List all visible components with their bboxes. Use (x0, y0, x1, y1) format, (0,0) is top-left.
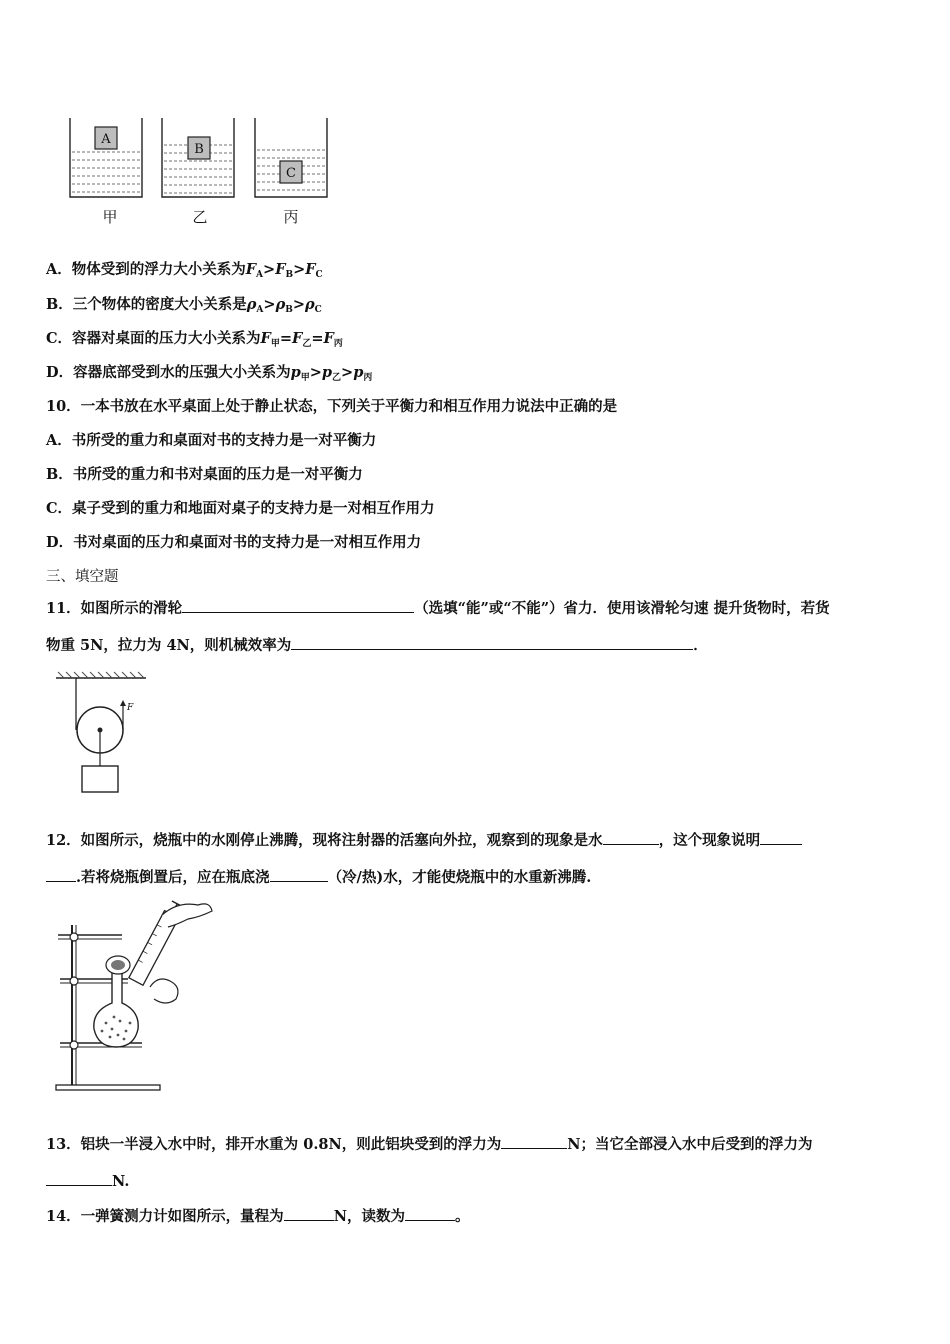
q11-blank-1[interactable] (182, 597, 414, 613)
q12-blank-1[interactable] (603, 829, 659, 845)
q14-blank-1[interactable] (284, 1205, 334, 1221)
q12-line1: 12．如图所示，烧瓶中的水刚停止沸腾，现将注射器的活塞向外拉，观察到的现象是水 ，这个现象说明 (46, 829, 802, 851)
section-heading: 三、填空题 (46, 569, 119, 585)
flask-syringe-figure (50, 895, 220, 1095)
q13-line1: 13．铝块一半浸入水中时，排开水重为 0.8N，则此铝块受到的浮力为 N；当它全部浸入水中后受到的浮力为 (46, 1133, 812, 1155)
q9-option-d: D．容器底部受到水的压强大小关系为$p_甲>p_乙>p_丙$ (46, 364, 373, 383)
q12-line2: .若将烧瓶倒置后，应在瓶底浇 （冷/热)水，才能使烧瓶中的水重新沸腾. (46, 866, 591, 888)
q12-blank-3[interactable] (270, 866, 328, 882)
container-yi (162, 118, 234, 197)
q9-option-a: A．物体受到的浮力大小关系为$F_A>F_B>F_C$ (46, 261, 323, 280)
q9-option-b: B．三个物体的密度大小关系是$\rho_A>\rho_B>\rho_C$ (46, 296, 322, 315)
q10-option-c: C．桌子受到的重力和地面对桌子的支持力是一对相互作用力 (46, 500, 435, 517)
label-yi: 乙 (192, 208, 208, 226)
pulley-figure (54, 670, 154, 800)
force-label: F (127, 703, 134, 713)
q14-blank-2[interactable] (405, 1205, 455, 1221)
q10-option-a: A．书所受的重力和桌面对书的支持力是一对平衡力 (46, 432, 377, 449)
block-c-label: C (286, 166, 296, 181)
cargo-block (82, 766, 118, 792)
q14-line: 14．一弹簧测力计如图所示，量程为 N，读数为 。 (46, 1205, 469, 1227)
containers-figure (60, 112, 340, 230)
q13-blank-1[interactable] (501, 1133, 567, 1149)
q12-blank-2b[interactable] (46, 866, 76, 882)
q11-line1: 11．如图所示的滑轮 （选填“能”或“不能”）省力．使用该滑轮匀速 提升货物时，若货 (46, 597, 830, 619)
q9-option-c: C．容器对桌面的压力大小关系为$F_甲=F_乙=F_丙$ (46, 330, 343, 349)
q13-line2: N. (46, 1170, 129, 1192)
q10-option-d: D．书对桌面的压力和桌面对书的支持力是一对相互作用力 (46, 534, 422, 551)
q13-blank-2[interactable] (46, 1170, 112, 1186)
block-b-label: B (194, 142, 204, 157)
q10-option-b: B．书所受的重力和书对桌面的压力是一对平衡力 (46, 466, 363, 483)
label-bing: 丙 (283, 208, 299, 226)
container-jia (70, 118, 142, 197)
q10-stem: 10．一本书放在水平桌面上处于静止状态，下列关于平衡力和相互作用力说法中正确的是 (46, 398, 618, 415)
block-a-label: A (101, 132, 111, 147)
q12-blank-2a[interactable] (760, 829, 802, 845)
q11-line2: 物重 5N，拉力为 4N，则机械效率为 ． (46, 634, 708, 656)
container-bing (255, 118, 327, 197)
label-jia: 甲 (102, 208, 118, 226)
q11-blank-2[interactable] (291, 634, 693, 650)
